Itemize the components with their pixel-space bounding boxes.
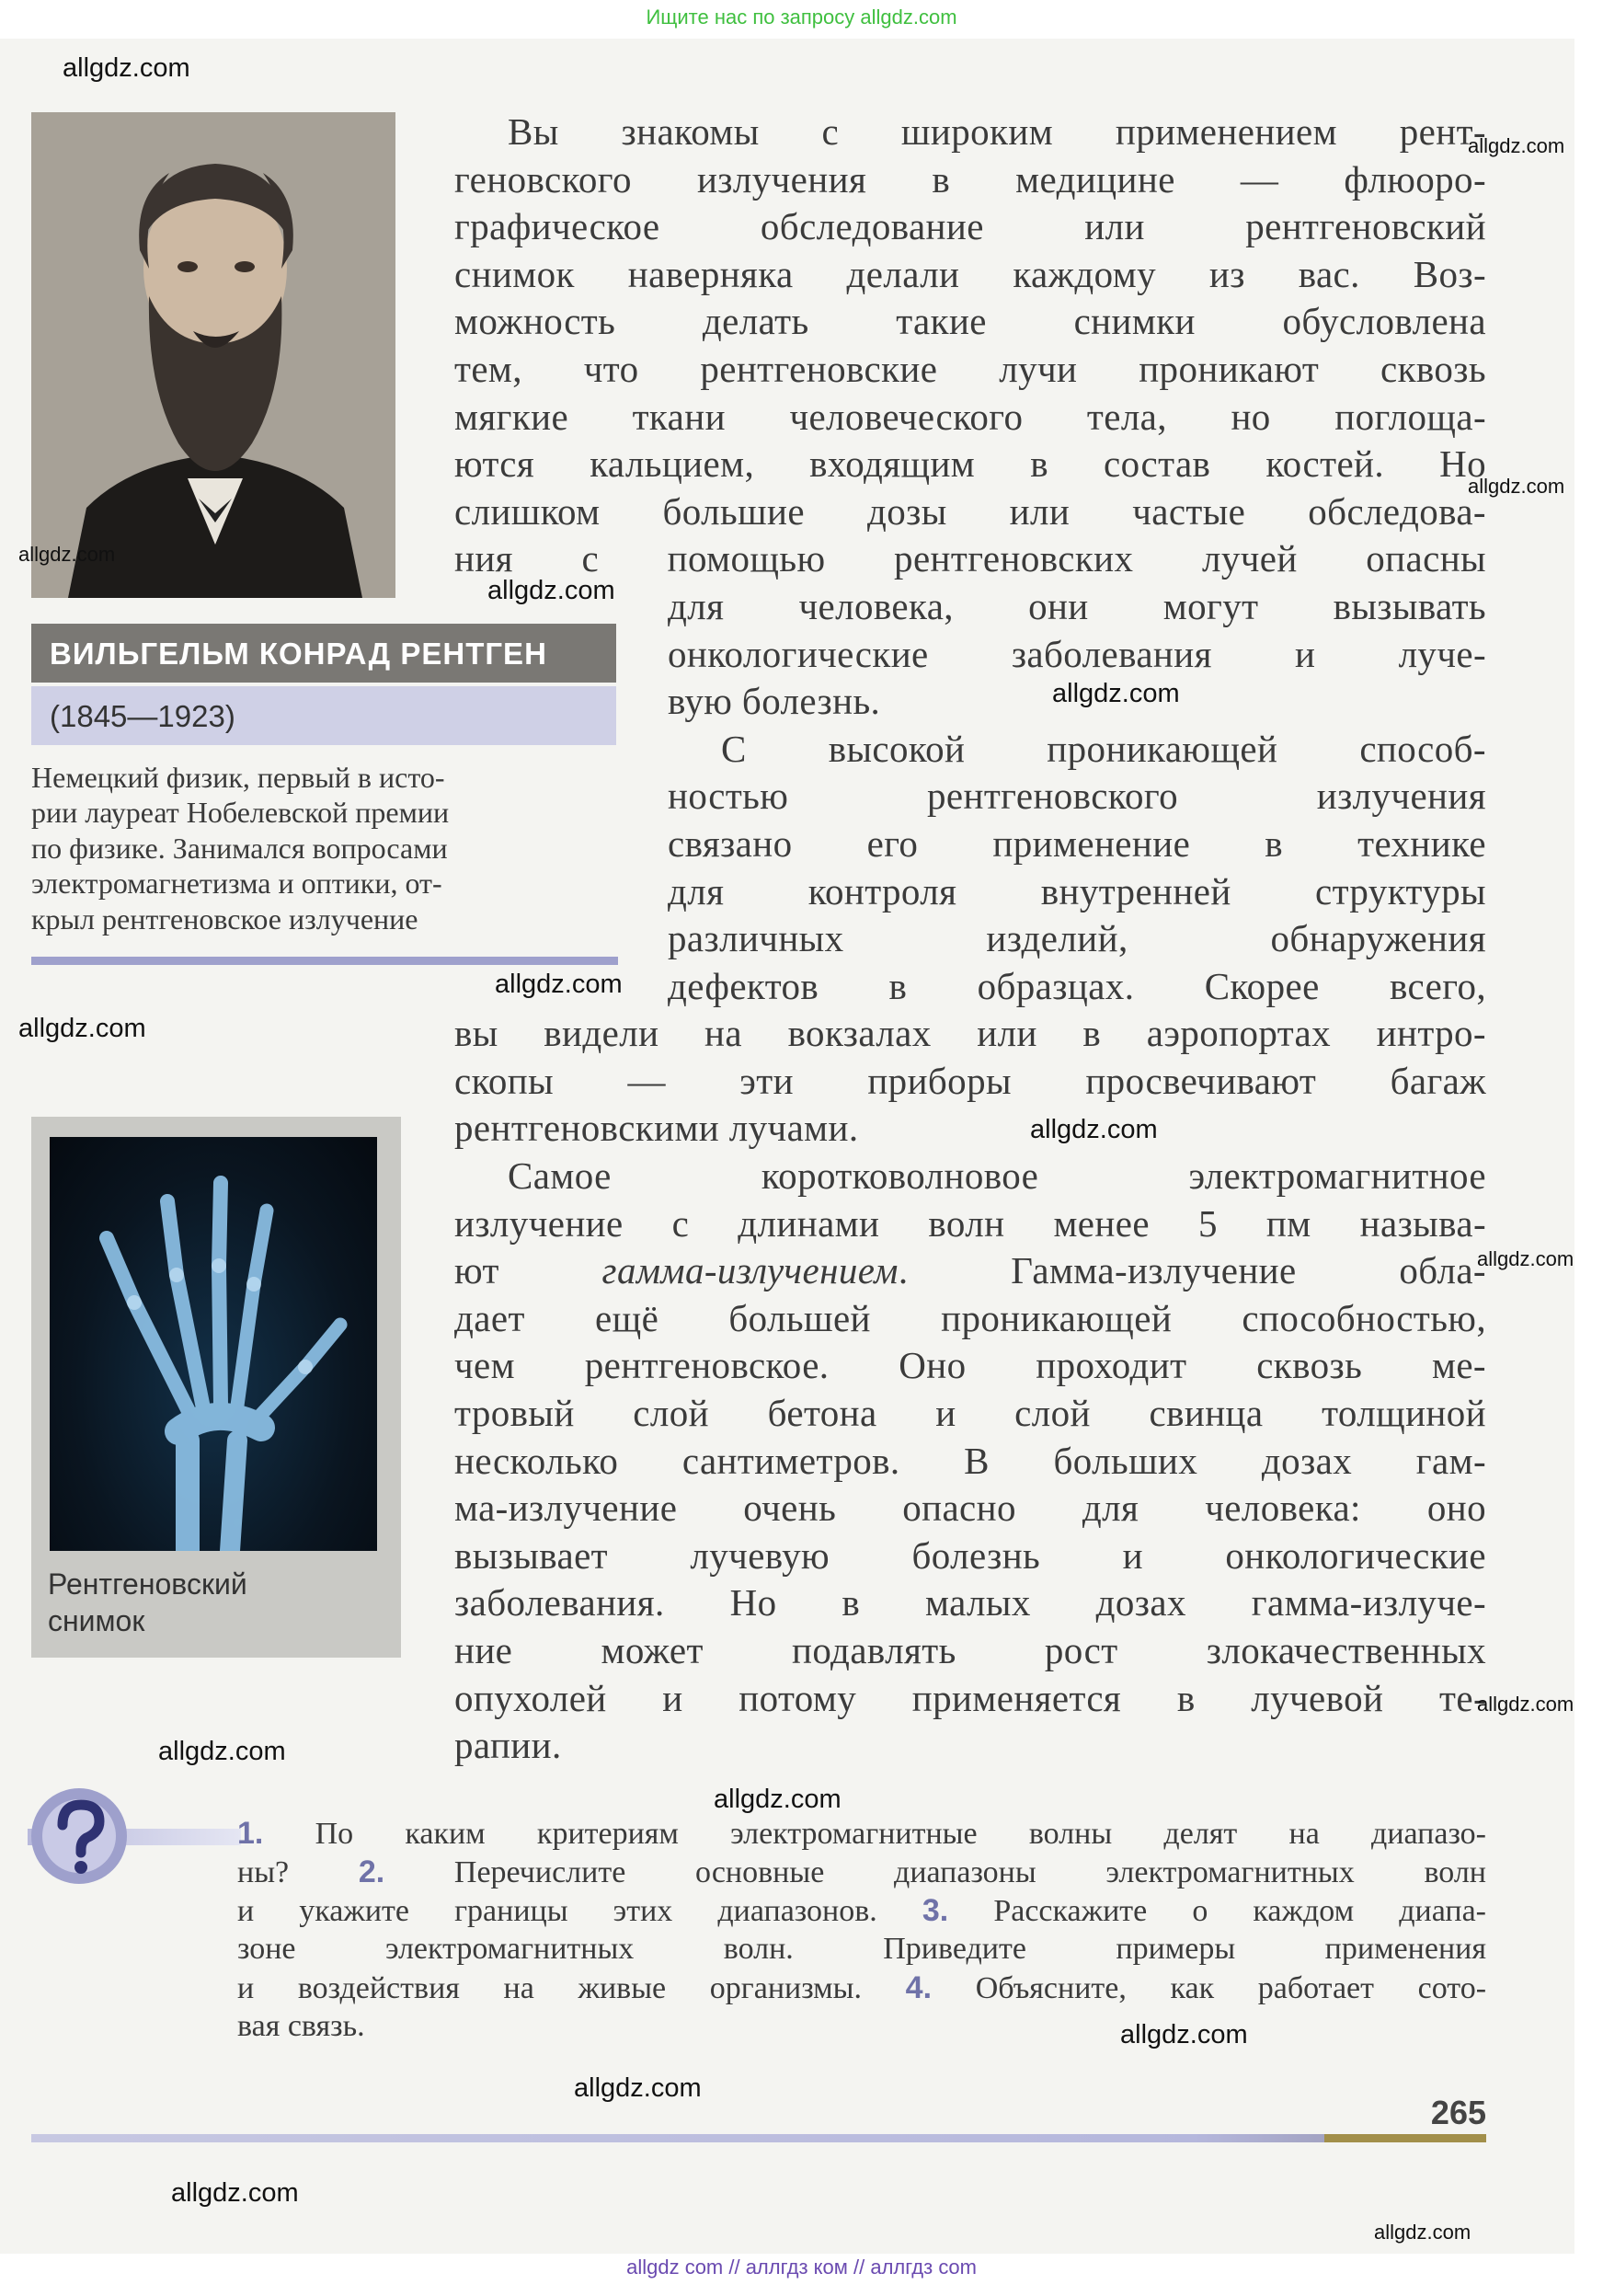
text-line	[454, 1247, 1486, 1295]
text-line: ния с помощью рентгеновских лучей опасны	[454, 537, 1486, 580]
question-text: По каким критериям электромагнитные волны делят на диапазо-	[315, 1817, 1486, 1851]
question-text: Перечислите основные диапазоны электромагнитных волн	[453, 1855, 1486, 1889]
bio-line: Немецкий физик, первый в исто-	[31, 761, 445, 794]
xray-image	[50, 1137, 377, 1551]
xray-hand-illustration	[50, 1137, 377, 1551]
question-mark-icon	[28, 1785, 131, 1888]
main-text	[454, 109, 1486, 1770]
question-line	[237, 1853, 1486, 1891]
text-line: тем, что рентгеновские лучи проникают сквозь	[454, 347, 1486, 390]
portrait-illustration	[31, 112, 395, 598]
question-text: Объясните, как работает сото-	[975, 1971, 1487, 2005]
question-line	[237, 1969, 1486, 2007]
text-line: для контроля внутренней структуры	[668, 869, 1486, 913]
text-line: заболевания. Но в малых дозах гамма-излуче-	[454, 1581, 1486, 1624]
watermark: allgdz.com	[487, 576, 615, 605]
question-line	[237, 1891, 1486, 1930]
text-line: слишком большие дозы или частые обследова-	[454, 489, 1486, 533]
text-line: скопы — эти приборы просвечивают багаж	[454, 1059, 1486, 1102]
question-text: Расскажите о каждом диапа-	[993, 1894, 1486, 1928]
text-line: мягкие ткани человеческого тела, но поглоща-	[454, 395, 1486, 438]
text-line: ма-излучение очень опасно для человека: оно	[454, 1487, 1486, 1530]
question-line	[237, 1814, 1486, 1853]
watermark: allgdz.com	[1477, 1693, 1574, 1716]
question-text: и воздействия на живые организмы.	[237, 1971, 906, 2005]
top-banner[interactable]: Ищите нас по запросу allgdz.com	[646, 6, 957, 29]
text-line: для человека, они могут вызывать	[668, 584, 1486, 627]
text-fragment: . Гамма-излучение обла-	[898, 1249, 1486, 1292]
watermark: allgdz.com	[1468, 475, 1565, 498]
text-line: тровый слой бетона и слой свинца толщиной	[454, 1392, 1486, 1435]
watermark: allgdz.com	[158, 1737, 286, 1766]
question-number: 3.	[922, 1893, 949, 1928]
watermark: allgdz.com	[714, 1785, 842, 1814]
text-line: геновского излучения в медицине — флюоро-	[454, 157, 1486, 201]
text-line: можность делать такие снимки обусловлена	[454, 300, 1486, 343]
watermark: allgdz.com	[171, 2178, 299, 2208]
question-number: 1.	[237, 1816, 264, 1851]
watermark: allgdz.com	[1468, 134, 1565, 157]
bio-line: крыл рентгеновское излучение	[31, 901, 418, 936]
text-line: излучение с длинами волн менее 5 пм называ-	[454, 1201, 1486, 1245]
page-number: 265	[1430, 2094, 1486, 2131]
watermark: allgdz.com	[1052, 679, 1180, 708]
watermark: allgdz.com	[574, 2073, 702, 2103]
watermark: allgdz.com	[63, 53, 190, 83]
text-line: рапии.	[454, 1724, 562, 1767]
text-fragment: ют	[454, 1249, 602, 1292]
text-line: ются кальцием, входящим в состав костей. Но	[454, 442, 1486, 486]
watermark: allgdz.com	[1120, 2020, 1248, 2049]
question-number: 4.	[905, 1970, 933, 2005]
person-name: ВИЛЬГЕЛЬМ КОНРАД РЕНТГЕН	[50, 637, 547, 671]
footer-rule-accent	[1324, 2134, 1486, 2142]
text-line: вы видели на вокзалах или в аэропортах интро-	[454, 1012, 1486, 1055]
text-line: дефектов в образцах. Скорее всего,	[668, 964, 1486, 1007]
text-line: С высокой проникающей способ-	[721, 727, 1486, 770]
text-line: Самое коротковолновое электромагнитное	[508, 1154, 1486, 1198]
portrait-photo	[31, 112, 395, 598]
question-line: зоне электромагнитных волн. Приведите примеры применения	[237, 1932, 1486, 1966]
text-line: ние может подавлять рост злокачественных	[454, 1629, 1486, 1671]
text-line: несколько сантиметров. В больших дозах гам-	[454, 1439, 1486, 1482]
watermark: allgdz.com	[18, 543, 116, 566]
text-line: ностью рентгеновского излучения	[668, 775, 1486, 818]
watermark: allgdz.com	[1477, 1247, 1574, 1270]
text-line: рентгеновскими лучами.	[454, 1107, 859, 1150]
bio-line: электромагнетизма и оптики, от-	[31, 867, 442, 901]
watermark: allgdz.com	[18, 1014, 146, 1043]
xray-caption-line: Рентгеновский	[48, 1567, 247, 1601]
bio-line: по физике. Занимался вопросами	[31, 831, 448, 865]
footer-rule	[31, 2134, 1486, 2142]
bio-line: рии лауреат Нобелевской премии	[31, 796, 450, 830]
text-line: чем рентгеновское. Оно проходит сквозь ме-	[454, 1344, 1486, 1387]
text-line: снимок наверняка делали каждому из вас. Воз-	[454, 252, 1486, 295]
question-text: и укажите границы этих диапазонов.	[237, 1894, 922, 1928]
xray-caption	[48, 1566, 379, 1639]
text-line: дает ещё большей проникающей способностью,	[454, 1296, 1486, 1339]
text-line: онкологические заболевания и луче-	[668, 632, 1486, 675]
review-questions	[237, 1814, 1486, 2046]
question-number: 2.	[358, 1854, 385, 1889]
question-text: ны?	[237, 1855, 359, 1889]
text-line: вызывает лучевую болезнь и онкологические	[454, 1533, 1486, 1577]
question-line: вая связь.	[237, 2009, 365, 2043]
watermark: allgdz.com	[1030, 1115, 1158, 1144]
text-line: опухолей и потому применяется в лучевой те-	[454, 1676, 1486, 1719]
text-line: вую болезнь.	[668, 680, 881, 723]
text-line: графическое обследование или рентгеновский	[454, 205, 1486, 248]
bottom-banner[interactable]: allgdz com // аллгдз ком // аллгдз com	[626, 2256, 977, 2279]
watermark: allgdz.com	[1374, 2221, 1471, 2244]
person-years: (1845—1923)	[50, 699, 235, 733]
watermark: allgdz.com	[495, 970, 623, 999]
term-gamma-radiation: гамма-излучением	[601, 1249, 899, 1292]
xray-caption-line: снимок	[48, 1604, 145, 1637]
text-line: связано его применение в технике	[668, 821, 1486, 865]
text-line: различных изделий, обнаружения	[668, 917, 1486, 960]
text-line: Вы знакомы с широким применением рент-	[508, 110, 1486, 153]
